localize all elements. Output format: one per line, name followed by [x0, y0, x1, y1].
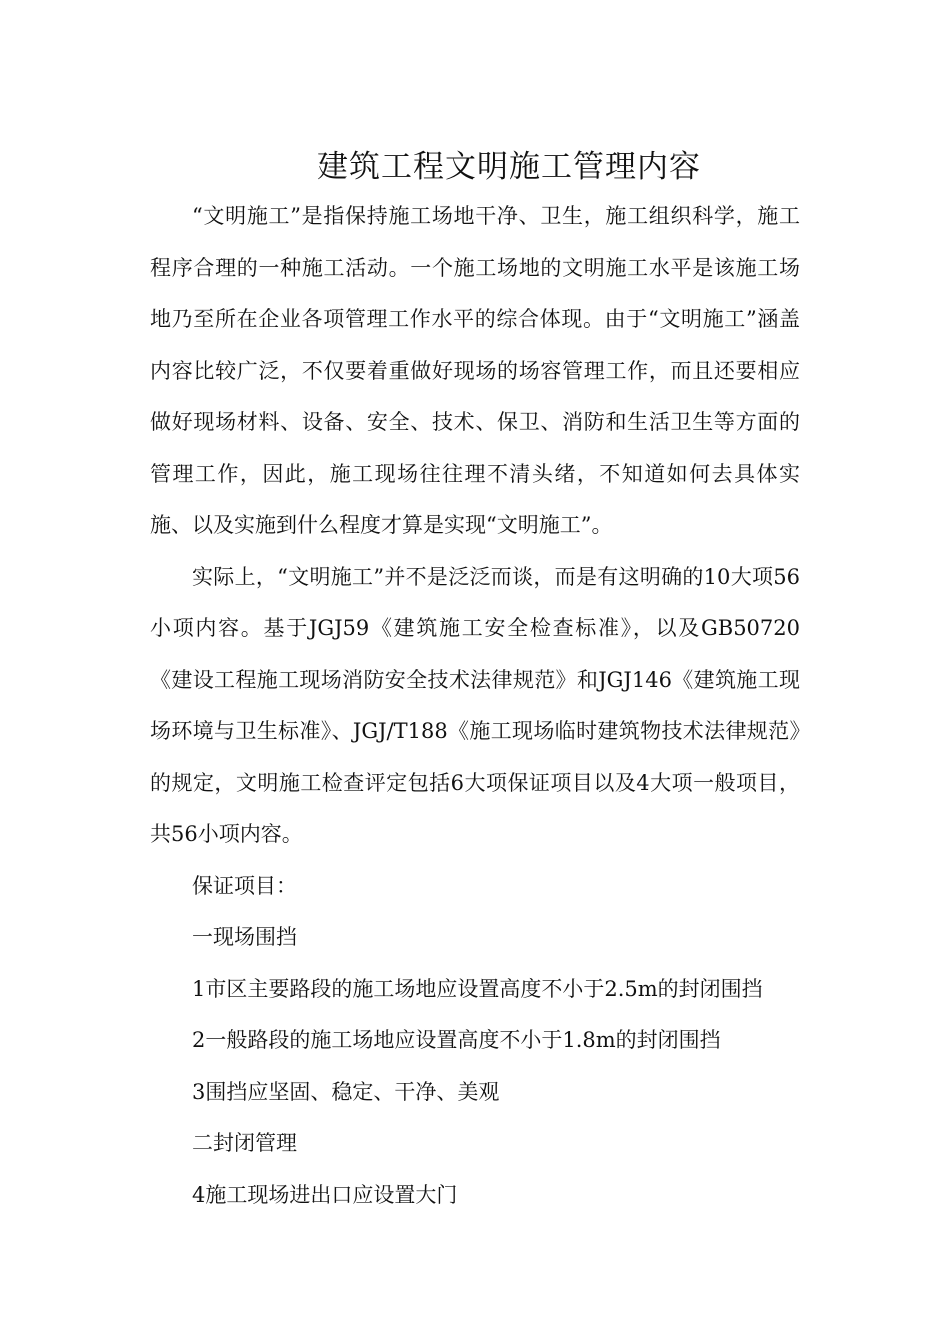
- list-item: 2一般路段的施工场地应设置高度不小于1.8m的封闭围挡: [192, 1028, 721, 1052]
- section-heading-guarantee-items: 保证项目：: [192, 873, 297, 898]
- document-title: 建筑工程文明施工管理内容: [317, 148, 701, 185]
- standards-paragraph: 实际上，“文明施工”并不是泛泛而谈，而是有这明确的10大项56小项内容。基于JGJ59《建筑施工安全检查标准》，以及GB50720《建设工程施工现场消防安全技术法律规范》和JGJ146《建筑施工现场环境与卫生标准》、JGJ/T188《施工现场临时建筑物技术法律规范》的规定，文明施工检查评定包括6大项保证项目以及4大项一般项目，共56小项内容。: [150, 564, 800, 846]
- list-item: 1市区主要路段的施工场地应设置高度不小于2.5m的封闭围挡: [192, 976, 763, 1001]
- subsection-heading-closed-management: 二封闭管理: [192, 1131, 297, 1155]
- document-body: [150, 191, 800, 1221]
- list-item: 4施工现场进出口应设置大门: [192, 1182, 458, 1207]
- intro-paragraph: “文明施工”是指保持施工场地干净、卫生，施工组织科学，施工程序合理的一种施工活动。一个施工场地的文明施工水平是该施工场地乃至所在企业各项管理工作水平的综合体现。由于“文明施工”涵盖内容比较广泛，不仅要着重做好现场的场容管理工作，而且还要相应做好现场材料、设备、安全、技术、保卫、消防和生活卫生等方面的管理工作，因此，施工现场往往理不清头绪，不知道如何去具体实施、以及实施到什么程度才算是实现“文明施工”。: [150, 204, 800, 537]
- subsection-heading-site-enclosure: 一现场围挡: [192, 925, 297, 949]
- list-item: 3围挡应坚固、稳定、干净、美观: [192, 1079, 500, 1104]
